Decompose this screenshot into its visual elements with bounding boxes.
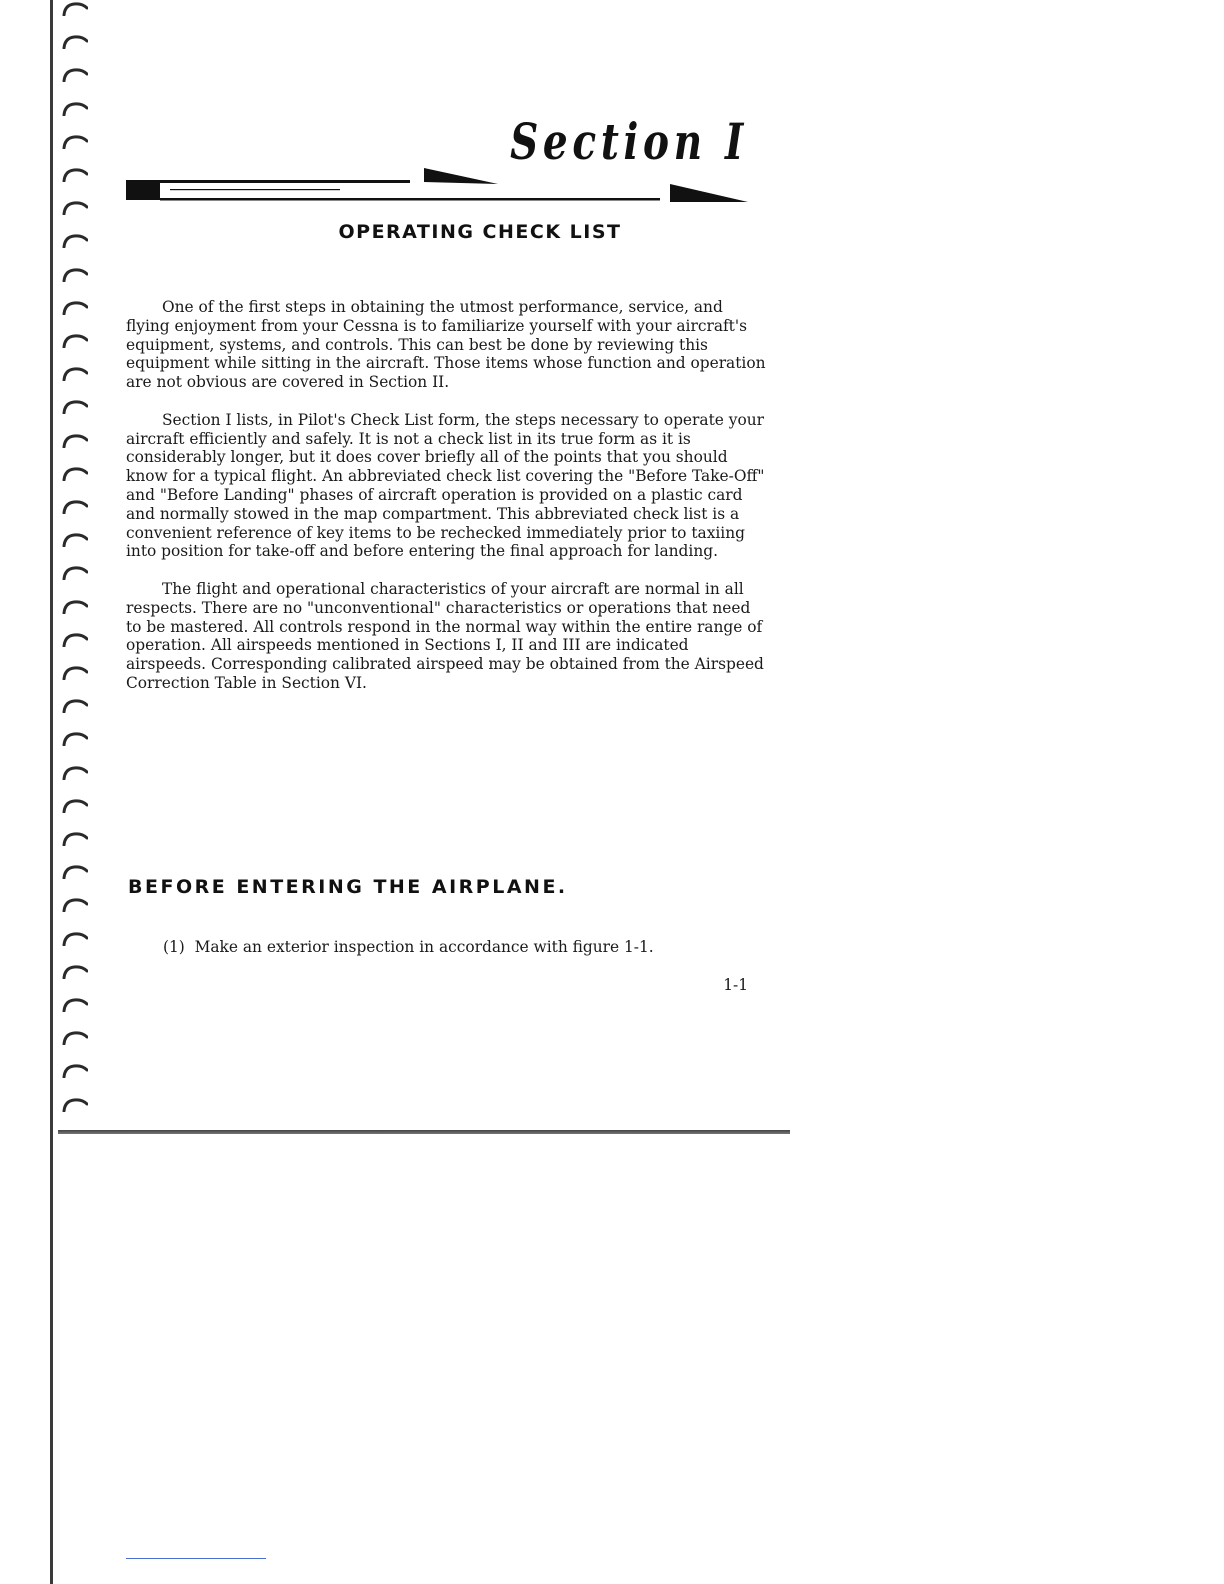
binding-hole: [62, 500, 88, 514]
binding-hole: [62, 268, 88, 282]
binding-hole: [62, 699, 88, 713]
binding-hole: [62, 932, 88, 946]
paragraph-2: Section I lists, in Pilot's Check List form, the steps necessary to operate your aircraft efficiently and safely. It is not a check list in its true form as it is considerably longer, but it does cover briefly all of the points that you should know for a typical flight. An abbreviated check list covering the "Before Take-Off" and "Before Landing" phases of aircraft operation is provided on a plastic card and normally stowed in the map compartment. This abbreviated check list is a convenient reference of key items to be rechecked immediately prior to taxiing into position for take-off and before entering the final approach for landing.: [126, 410, 765, 561]
step-text: Make an exterior inspection in accordance with figure 1-1.: [194, 938, 654, 956]
binding-hole: [62, 600, 88, 614]
section-heading: Section I: [510, 112, 748, 171]
binding-hole: [62, 799, 88, 813]
binding-hole: [62, 633, 88, 647]
binding-hole: [62, 234, 88, 248]
binding-hole: [62, 1031, 88, 1045]
binding-hole: [62, 566, 88, 580]
paragraph-3: The flight and operational characteristics of your aircraft are normal in all respects. There are no "unconventional" characteristics or operations that need to be mastered. All controls respond in the normal way within the entire range of operation. All airspeeds mentioned in Sections I, II and III are indicated airspeeds. Corresponding calibrated airspeed may be obtained from the Airspeed Correction Table in Section VI.: [126, 579, 764, 692]
binding-hole: [62, 898, 88, 912]
paragraph-1: One of the first steps in obtaining the utmost performance, service, and flying enjoyment from your Cessna is to familiarize yourself with your aircraft's equipment, systems, and controls. This can best be done by reviewing this equipment while sitting in the aircraft. Those items whose function and operation are not obvious are covered in Section II.: [126, 298, 766, 392]
binding-hole: [62, 35, 88, 49]
binding-hole: [62, 533, 88, 547]
binding-hole: [62, 102, 88, 116]
binding-hole: [62, 998, 88, 1012]
footer-rule: [126, 1558, 266, 1559]
binding-hole: [62, 68, 88, 82]
step-number: (1): [163, 938, 185, 956]
binding-hole: [62, 168, 88, 182]
binding-hole: [62, 1098, 88, 1112]
binding-hole: [62, 732, 88, 746]
binding-hole: [62, 135, 88, 149]
binding-edge: [50, 0, 53, 1584]
binding-hole: [62, 467, 88, 481]
page-number: 1-1: [723, 976, 748, 994]
binding-hole: [62, 334, 88, 348]
binding-hole: [62, 1064, 88, 1078]
binding-hole: [62, 301, 88, 315]
doc-title: OPERATING CHECK LIST: [338, 221, 622, 243]
binding-holes: [62, 0, 102, 1140]
binding-hole: [62, 865, 88, 879]
header-bar: [126, 162, 748, 206]
binding-hole: [62, 832, 88, 846]
binding-hole: [62, 201, 88, 215]
binding-hole: [62, 2, 88, 16]
binding-hole: [62, 965, 88, 979]
subheading: BEFORE ENTERING THE AIRPLANE.: [128, 876, 568, 898]
binding-hole: [62, 666, 88, 680]
binding-hole: [62, 434, 88, 448]
page-bottom-edge: [58, 1130, 790, 1134]
binding-hole: [62, 766, 88, 780]
binding-hole: [62, 367, 88, 381]
list-item: [163, 938, 654, 956]
body-text: [126, 298, 766, 712]
binding-hole: [62, 400, 88, 414]
